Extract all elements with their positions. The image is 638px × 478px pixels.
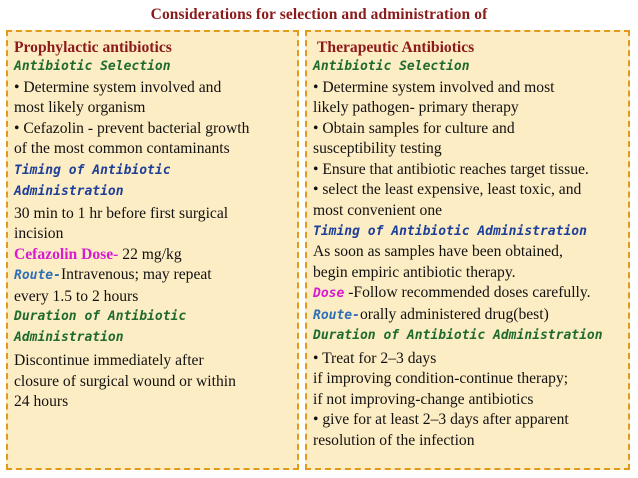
prophylactic-panel	[6, 30, 299, 470]
left-route-label: Route-	[14, 268, 61, 283]
left-selection-2a: • Cefazolin - prevent bacterial growth	[14, 119, 250, 137]
right-selection-2a: • Obtain samples for culture and	[313, 119, 515, 137]
right-selection-4b: most convenient one	[313, 201, 443, 219]
left-timing-label-a: Timing of Antibiotic	[14, 162, 171, 178]
right-duration-3: if not improving-change antibiotics	[313, 390, 534, 408]
left-duration-b: closure of surgical wound or within	[14, 372, 236, 390]
right-timing-label: Timing of Antibiotic Administration	[313, 224, 587, 239]
right-dose-line	[313, 283, 624, 305]
therapeutic-panel	[305, 30, 630, 470]
right-duration-4b: resolution of the infection	[313, 431, 475, 449]
left-route-b: every 1.5 to 2 hours	[14, 287, 139, 305]
right-timing-a: As soon as samples have been obtained,	[313, 243, 563, 260]
right-route-label: Route-	[313, 307, 360, 323]
left-selection-label: Antibiotic Selection	[14, 59, 171, 74]
right-selection-4a: • select the least expensive, least toxic, and	[313, 181, 582, 198]
left-duration-c: 24 hours	[14, 393, 69, 410]
right-dose-label: Dose	[313, 286, 345, 301]
left-route-line	[14, 265, 293, 287]
left-selection-1a: • Determine system involved and	[14, 78, 222, 96]
right-route-line	[313, 305, 624, 327]
right-selection-1a: • Determine system involved and most	[313, 78, 555, 96]
right-duration-label: Duration of Antibiotic Administration	[313, 328, 603, 343]
right-duration-1: • Treat for 2–3 days	[313, 349, 437, 367]
left-duration-a: Discontinue immediately after	[14, 352, 204, 369]
left-dose-value: 22 mg/kg	[118, 245, 182, 263]
left-dose-line	[14, 245, 293, 266]
left-timing-b: incision	[14, 225, 64, 242]
right-selection-3: • Ensure that antibiotic reaches target tissue.	[313, 160, 589, 178]
left-timing-a: 30 min to 1 hr before first surgical	[14, 204, 229, 222]
right-selection-label: Antibiotic Selection	[313, 59, 470, 74]
right-duration-2: if improving condition-continue therapy;	[313, 370, 569, 387]
right-dose-value: -Follow recommended doses carefully.	[344, 284, 591, 301]
right-route-value: orally administered drug(best)	[359, 305, 549, 323]
right-selection-2b: susceptibility testing	[313, 140, 442, 157]
left-selection-2b: of the most common contaminants	[14, 140, 230, 157]
left-route-value: Intravenous; may repeat	[60, 266, 212, 283]
left-dose-label: Cefazolin Dose-	[14, 245, 119, 263]
right-duration-4a: • give for at least 2–3 days after apparent	[313, 411, 569, 428]
left-timing-label-b: Administration	[14, 183, 124, 199]
left-selection-1b: most likely organism	[14, 99, 146, 116]
left-duration-label-a: Duration of Antibiotic	[14, 309, 187, 324]
prophylactic-heading: Prophylactic antibiotics	[14, 39, 172, 56]
slide-title: Considerations for selection and administration of	[150, 6, 488, 23]
left-duration-label-b: Administration	[14, 329, 124, 345]
therapeutic-heading: Therapeutic Antibiotics	[317, 39, 475, 56]
right-selection-1b: likely pathogen- primary therapy	[313, 99, 519, 116]
right-timing-b: begin empiric antibiotic therapy.	[313, 263, 516, 281]
